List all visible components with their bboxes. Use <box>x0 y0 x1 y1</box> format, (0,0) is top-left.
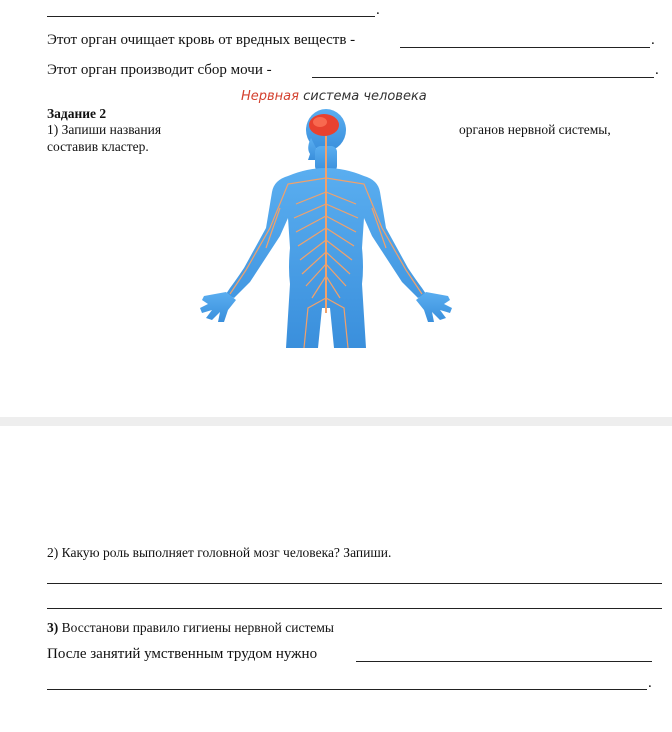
question-3 <box>47 620 334 636</box>
answer-line-q3-1[interactable] <box>356 661 652 662</box>
nervous-system-illustration <box>196 108 456 352</box>
figure-title-highlight: Нервная <box>241 89 299 104</box>
question-bladder: Этот орган производит сбор мочи - <box>47 62 272 78</box>
period: . <box>376 2 380 18</box>
answer-line-kidney[interactable] <box>400 47 650 48</box>
q3-sentence: После занятий умственным трудом нужно <box>47 646 318 662</box>
answer-line-q3-2[interactable] <box>47 689 647 690</box>
answer-line-top <box>47 16 375 17</box>
question-3-text: Восстанови правило гигиены нервной системы <box>61 620 334 635</box>
question-kidney: Этот орган очищает кровь от вредных веществ - <box>47 32 356 48</box>
task2-line1-left: 1) Запиши названия <box>47 122 162 137</box>
task2-heading: Задание 2 <box>47 106 107 121</box>
page-separator <box>0 417 672 426</box>
answer-line-q2-2[interactable] <box>47 608 662 609</box>
figure-title <box>241 89 427 104</box>
period: . <box>648 675 652 691</box>
period: . <box>651 32 655 48</box>
figure-title-rest: система человека <box>303 89 427 104</box>
answer-line-bladder[interactable] <box>312 77 654 78</box>
question-2: 2) Какую роль выполняет головной мозг человека? Запиши. <box>47 545 392 560</box>
answer-line-q2-1[interactable] <box>47 583 662 584</box>
task2-line2: составив кластер. <box>47 139 149 154</box>
period: . <box>655 62 659 78</box>
task2-line1-right: органов нервной системы, <box>459 122 611 137</box>
question-3-number: 3) <box>47 620 59 635</box>
